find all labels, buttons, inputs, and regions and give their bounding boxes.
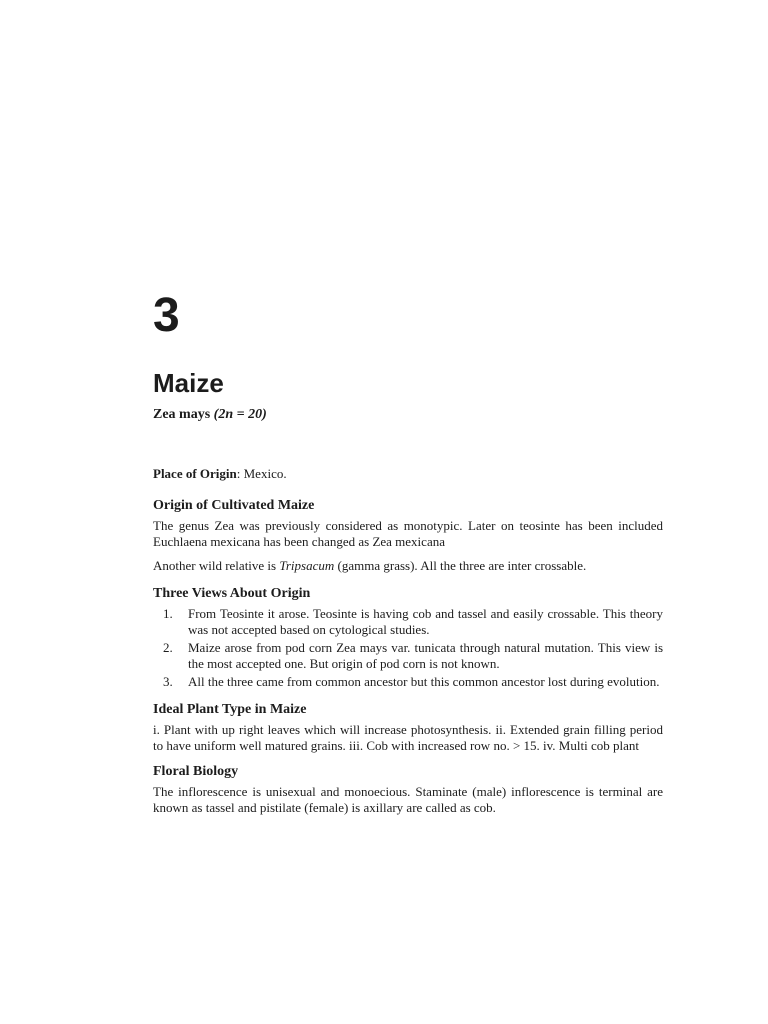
- heading-three-views: Three Views About Origin: [153, 586, 311, 601]
- list-item: [153, 606, 663, 638]
- species-subtitle: [153, 406, 267, 424]
- tripsacum-italic: Tripsacum: [279, 558, 335, 573]
- para-2-text-post: (gamma grass). All the three are inter crossable.: [334, 558, 587, 573]
- species-name: Zea mays: [153, 407, 211, 422]
- place-of-origin-value: : Mexico.: [236, 466, 287, 481]
- three-views-list: [153, 606, 663, 690]
- list-item: [153, 640, 663, 672]
- para-2-text-pre: Another wild relative is: [153, 558, 280, 573]
- origin-cultivated-para-1: The genus Zea was previously considered as monotypic. Later on teosinte has been included Euchlaena mexicana has been changed as Zea mexicana: [153, 518, 663, 549]
- origin-cultivated-para-2: [153, 558, 663, 574]
- chapter-number: 3: [153, 289, 180, 342]
- chromosome-number: (2n = 20): [213, 407, 267, 422]
- list-item-text: All the three came from common ancestor but this common ancestor lost during evolution.: [188, 674, 660, 689]
- list-item-text: From Teosinte it arose. Teosinte is having cob and tassel and easily crossable. This theory was not accepted based on cytological studies.: [188, 606, 663, 637]
- list-item-number: 1.: [163, 606, 173, 621]
- list-item: [153, 674, 663, 690]
- place-of-origin-label: Place of Origin: [153, 466, 237, 481]
- place-of-origin: [153, 466, 663, 482]
- chapter-title: Maize: [153, 368, 224, 398]
- list-item-number: 2.: [163, 640, 173, 655]
- heading-origin-cultivated: Origin of Cultivated Maize: [153, 498, 315, 513]
- ideal-plant-text: i. Plant with up right leaves which will increase photosynthesis. ii. Extended grain filling period to have uniform well matured grains. iii. Cob with increased row no. > 15. iv. Multi cob plant: [153, 722, 663, 753]
- chapter-body: [153, 466, 663, 816]
- heading-ideal-plant: Ideal Plant Type in Maize: [153, 702, 307, 717]
- floral-biology-text: The inflorescence is unisexual and monoecious. Staminate (male) inflorescence is terminal are known as tassel and pistilate (female) is axillary are called as cob.: [153, 784, 663, 815]
- heading-floral-biology: Floral Biology: [153, 764, 239, 779]
- list-item-number: 3.: [163, 674, 173, 689]
- list-item-text: Maize arose from pod corn Zea mays var. tunicata through natural mutation. This view is the most accepted one. But origin of pod corn is not known.: [188, 640, 663, 671]
